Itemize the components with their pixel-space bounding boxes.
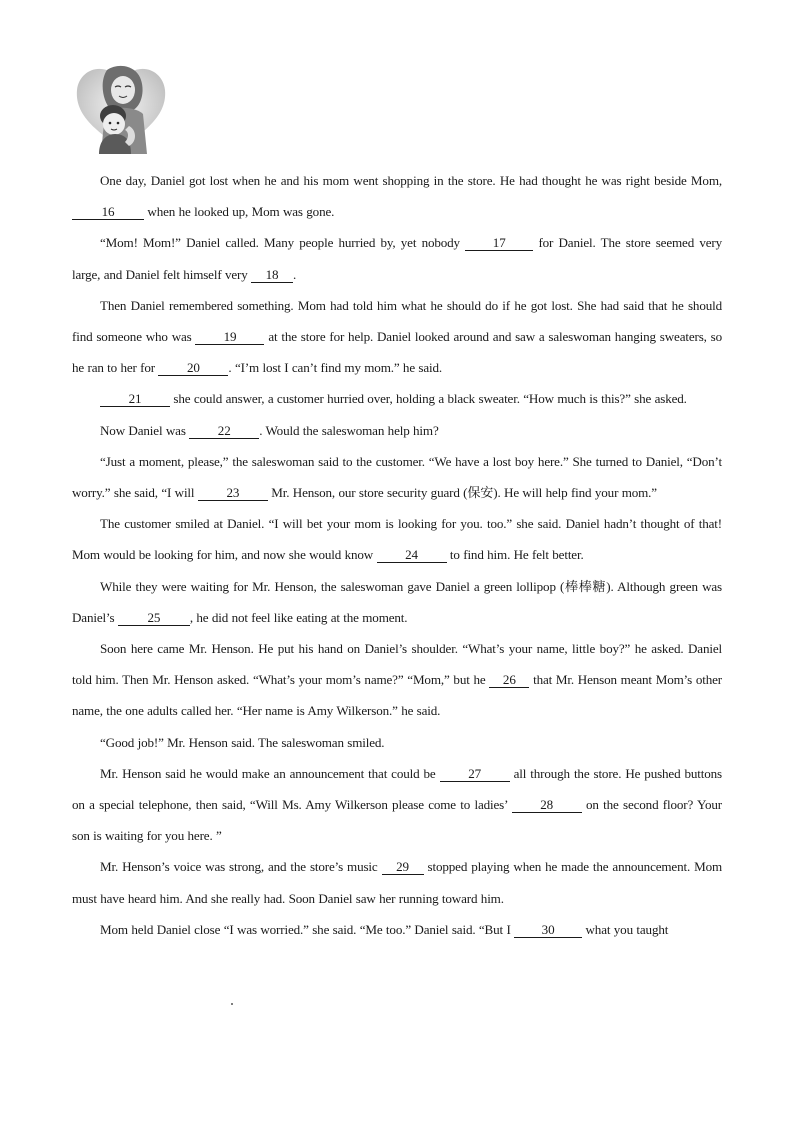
blank-21: 21 [100,392,170,407]
passage-text: While they were waiting for Mr. Henson, the saleswoman gave Daniel a green lollipop (棒棒糖). Although green was Daniel’s [72,578,722,625]
passage-paragraph [72,571,722,633]
passage-paragraph [72,851,722,913]
passage-text: stopped playing when he made the announcement. Mom must have heard him. And she really had. Soon Daniel saw her running toward him. [72,859,722,906]
passage-text: . “I’m lost I can’t find my mom.” he said. [228,360,443,376]
blank-28: 28 [512,798,582,813]
passage-text: at the store for help. Daniel looked around and saw a saleswoman hanging sweaters, so he ran to her for [72,329,722,376]
passage-text: “Good job!” Mr. Henson said. The saleswoman smiled. [100,734,385,750]
passage-text: all through the store. He pushed buttons on a special telephone, then said, “Will Ms. Amy Wilkerson please come to ladies’ [72,765,723,813]
cloze-passage [72,165,722,945]
passage-text: when he looked up, Mom was gone. [144,204,335,220]
passage-text: One day, Daniel got lost when he and his mom went shopping in the store. He had thought he was right beside Mom, [100,173,722,188]
blank-25: 25 [118,611,190,626]
blank-22: 22 [189,424,259,439]
passage-text: that Mr. Henson meant Mom’s other name, the one adults called her. “Her name is Amy Wilkerson.” he said. [72,672,722,719]
passage-text: Then Daniel remembered something. Mom had told him what he should do if he got lost. She had said that he should find someone who was [72,297,722,345]
passage-text: “Just a moment, please,” the saleswoman said to the customer. “We have a lost boy here.” She turned to Daniel, “Don’t worry.” she said, “I will [72,453,722,501]
blank-30: 30 [514,923,582,938]
passage-paragraph [72,165,722,227]
passage-paragraph [72,758,722,852]
passage-text: Now Daniel was [100,422,190,438]
page-dot [231,1003,233,1005]
blank-16: 16 [72,205,144,220]
passage-text: for Daniel. The store seemed very large, and Daniel felt himself very [72,235,722,282]
blank-24: 24 [377,548,447,563]
passage-text: Mr. Henson, our store security guard (保安). He will help find your mom.” [267,485,657,501]
passage-text: on the second floor? Your son is waiting for you here. ” [72,797,722,844]
blank-20: 20 [158,361,228,376]
blank-23: 23 [198,486,268,501]
blank-29: 29 [382,860,424,875]
passage-text: Mom held Daniel close “I was worried.” she said. “Me too.” Daniel said. “But I [100,921,515,937]
passage-text: she could answer, a customer hurried over, holding a black sweater. “How much is this?” she asked. [170,391,687,407]
passage-text: Soon here came Mr. Henson. He put his hand on Daniel’s shoulder. “What’s your name, little boy?” he asked. Daniel told him. Then Mr. Henson asked. “What’s your mom’s name?” “Mom,” but he [72,641,722,688]
passage-paragraph [72,383,722,414]
passage-paragraph [72,727,722,758]
passage-paragraph [72,508,722,570]
passage-paragraph [72,914,722,945]
passage-paragraph [72,290,722,384]
blank-27: 27 [440,767,510,782]
passage-text: Mr. Henson said he would make an announcement that could be [100,765,440,781]
passage-text: “Mom! Mom!” Daniel called. Many people hurried by, yet nobody [100,235,466,251]
blank-19: 19 [195,330,264,345]
passage-text: The customer smiled at Daniel. “I will bet your mom is looking for you. too.” she said. Daniel hadn’t thought of that! Mom would be looking for him, and now she would know [72,516,722,563]
passage-paragraph [72,415,722,446]
passage-text: what you taught [582,921,669,937]
passage-paragraph [72,227,722,289]
passage-text: Mr. Henson’s voice was strong, and the store’s music [100,859,382,875]
passage-text: to find him. He felt better. [446,547,584,563]
passage-paragraph [72,633,722,727]
passage-text: , he did not feel like eating at the moment. [189,609,408,625]
passage-paragraph [72,446,722,508]
blank-18: 18 [251,268,293,283]
passage-text: . [293,266,297,282]
blank-26: 26 [489,673,529,688]
blank-17: 17 [465,236,533,251]
passage-text: . Would the saleswoman help him? [259,422,439,438]
mother-child-heart-icon [71,60,171,154]
